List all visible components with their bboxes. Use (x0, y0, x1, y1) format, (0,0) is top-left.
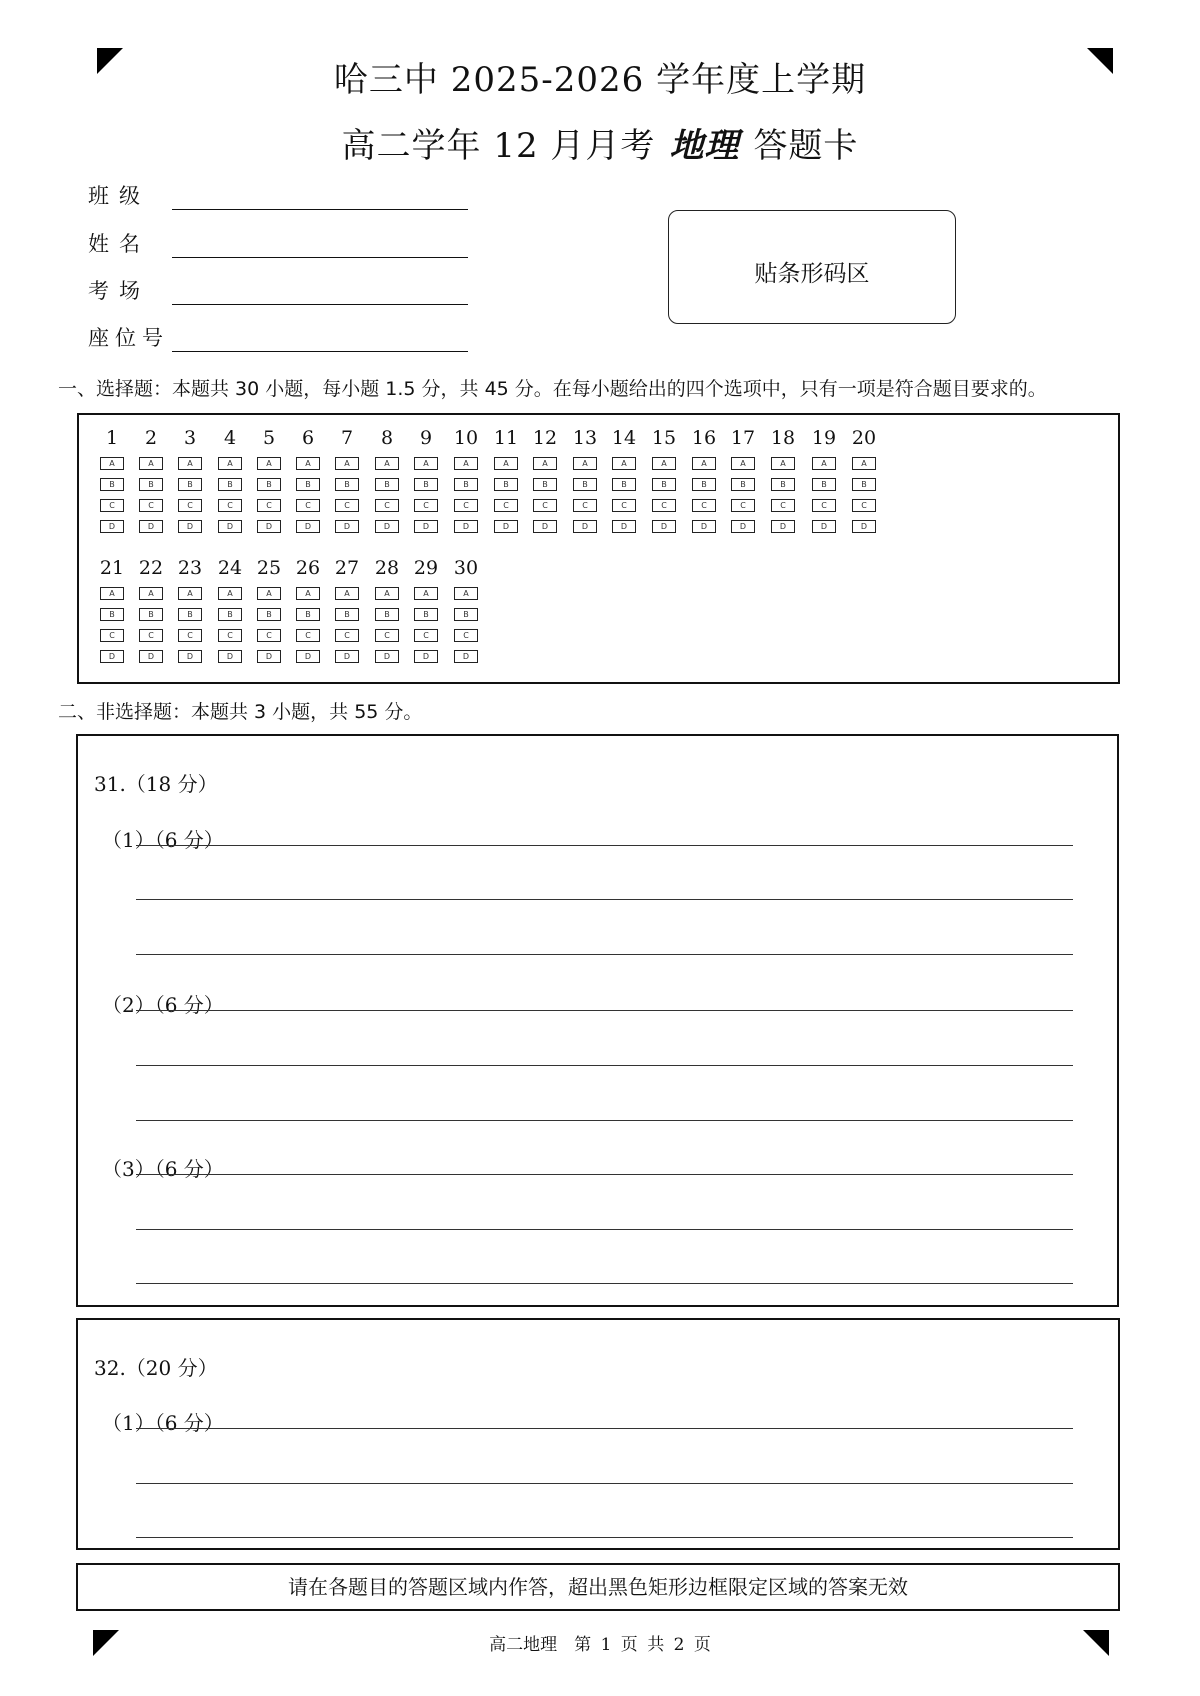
question-10-column (452, 427, 480, 533)
question-12-column (531, 427, 559, 533)
question-number: 29 (413, 557, 439, 579)
option-bubble-d[interactable]: D (178, 520, 202, 533)
question-number: 30 (453, 557, 479, 579)
option-bubble-a[interactable]: A (100, 587, 124, 600)
option-bubble-b[interactable]: B (335, 478, 359, 491)
option-bubble-c[interactable]: C (296, 629, 320, 642)
answer-line[interactable] (136, 1174, 1073, 1175)
option-bubble-a[interactable]: A (731, 457, 755, 470)
option-bubble-d[interactable]: D (731, 520, 755, 533)
option-bubble-a[interactable]: A (296, 587, 320, 600)
name-field[interactable] (172, 233, 468, 258)
option-bubble-a[interactable]: A (100, 457, 124, 470)
option-bubble-a[interactable]: A (257, 457, 281, 470)
option-bubble-c[interactable]: C (139, 629, 163, 642)
question-28-column (373, 557, 401, 663)
option-bubble-d[interactable]: D (812, 520, 836, 533)
option-bubble-a[interactable]: A (812, 457, 836, 470)
option-bubble-a[interactable]: A (454, 587, 478, 600)
option-bubble-a[interactable]: A (771, 457, 795, 470)
question-14-column (610, 427, 638, 533)
info-row-name (88, 228, 468, 258)
option-bubble-a[interactable]: A (257, 587, 281, 600)
option-bubble-c[interactable]: C (100, 629, 124, 642)
option-bubble-d[interactable]: D (692, 520, 716, 533)
answer-line[interactable] (136, 1120, 1073, 1121)
answer-line[interactable] (136, 954, 1073, 955)
question-number: 26 (295, 557, 321, 579)
class-field[interactable] (172, 185, 468, 210)
question-number: 1 (105, 427, 119, 449)
option-bubble-d[interactable]: D (100, 650, 124, 663)
option-bubble-a[interactable]: A (178, 457, 202, 470)
answer-line[interactable] (136, 899, 1073, 900)
option-bubble-b[interactable]: B (139, 478, 163, 491)
option-bubble-a[interactable]: A (652, 457, 676, 470)
question-25-column (255, 557, 283, 663)
info-row-exam-room (88, 275, 468, 305)
answer-line[interactable] (136, 1483, 1073, 1484)
question-number: 13 (572, 427, 598, 449)
option-bubble-a[interactable]: A (218, 587, 242, 600)
option-bubble-d[interactable]: D (257, 650, 281, 663)
option-bubble-b[interactable]: B (533, 478, 557, 491)
page-title-line-1: 哈三中 2025-2026 学年度上学期 (333, 60, 867, 100)
option-bubble-d[interactable]: D (652, 520, 676, 533)
option-bubble-a[interactable]: A (852, 457, 876, 470)
option-bubble-a[interactable]: A (414, 587, 438, 600)
option-bubble-d[interactable]: D (375, 520, 399, 533)
question-3-column (176, 427, 204, 533)
option-bubble-b[interactable]: B (218, 608, 242, 621)
question-number: 25 (256, 557, 282, 579)
info-label-class: 班级 (88, 184, 150, 208)
answer-line[interactable] (136, 1229, 1073, 1230)
option-bubble-c[interactable]: C (652, 499, 676, 512)
question-24-column (216, 557, 244, 663)
option-bubble-a[interactable]: A (218, 457, 242, 470)
q31-part-2-label: （2）（6 分） (102, 993, 224, 1017)
question-31-title: 31.（18 分） (94, 772, 218, 796)
question-number: 27 (334, 557, 360, 579)
option-bubble-c[interactable]: C (454, 499, 478, 512)
question-4-column (216, 427, 244, 533)
q31-part-1-label: （1）（6 分） (102, 828, 224, 852)
option-bubble-b[interactable]: B (335, 608, 359, 621)
page-title-line-2 (0, 118, 1200, 167)
option-bubble-b[interactable]: B (852, 478, 876, 491)
option-bubble-c[interactable]: C (375, 499, 399, 512)
info-row-class (88, 180, 468, 210)
option-bubble-b[interactable]: B (812, 478, 836, 491)
barcode-area (668, 210, 956, 324)
option-bubble-d[interactable]: D (414, 520, 438, 533)
option-bubble-a[interactable]: A (335, 587, 359, 600)
question-number: 14 (611, 427, 637, 449)
option-bubble-c[interactable]: C (573, 499, 597, 512)
question-17-column (729, 427, 757, 533)
option-bubble-d[interactable]: D (494, 520, 518, 533)
info-label-name: 姓名 (88, 232, 150, 256)
question-31-box (76, 734, 1119, 1307)
option-bubble-b[interactable]: B (296, 478, 320, 491)
question-8-column (373, 427, 401, 533)
question-number: 23 (177, 557, 203, 579)
answer-line[interactable] (136, 1283, 1073, 1284)
option-bubble-c[interactable]: C (454, 629, 478, 642)
option-bubble-c[interactable]: C (494, 499, 518, 512)
option-bubble-b[interactable]: B (100, 608, 124, 621)
option-bubble-c[interactable]: C (692, 499, 716, 512)
option-bubble-c[interactable]: C (218, 629, 242, 642)
question-16-column (690, 427, 718, 533)
option-bubble-d[interactable]: D (375, 650, 399, 663)
question-6-column (294, 427, 322, 533)
option-bubble-c[interactable]: C (257, 499, 281, 512)
answer-line[interactable] (136, 845, 1073, 846)
section-2-heading: 二、非选择题：本题共 3 小题，共 55 分。 (58, 701, 423, 723)
answer-line[interactable] (136, 1537, 1073, 1538)
question-number: 15 (651, 427, 677, 449)
answer-line[interactable] (136, 1010, 1073, 1011)
question-1-column (98, 427, 126, 533)
info-label-seat: 座位号 (88, 326, 169, 350)
info-label-exam-room: 考场 (88, 279, 150, 303)
option-bubble-b[interactable]: B (573, 478, 597, 491)
option-bubble-d[interactable]: D (218, 650, 242, 663)
option-bubble-c[interactable]: C (414, 629, 438, 642)
option-bubble-a[interactable]: A (139, 587, 163, 600)
title-suffix: 答题卡 (753, 126, 859, 166)
option-bubble-d[interactable]: D (771, 520, 795, 533)
option-bubble-a[interactable]: A (296, 457, 320, 470)
option-bubble-a[interactable]: A (375, 457, 399, 470)
option-bubble-c[interactable]: C (257, 629, 281, 642)
option-bubble-b[interactable]: B (652, 478, 676, 491)
option-bubble-c[interactable]: C (296, 499, 320, 512)
question-number: 8 (380, 427, 394, 449)
title-prefix: 高二学年 12 月月考 (341, 126, 656, 166)
option-bubble-a[interactable]: A (573, 457, 597, 470)
question-19-column (810, 427, 838, 533)
question-9-column (412, 427, 440, 533)
title-subject: 地理 (669, 126, 740, 166)
question-32-box (76, 1318, 1120, 1550)
option-bubble-b[interactable]: B (257, 478, 281, 491)
option-bubble-d[interactable]: D (335, 650, 359, 663)
question-29-column (412, 557, 440, 663)
option-bubble-c[interactable]: C (100, 499, 124, 512)
option-bubble-c[interactable]: C (335, 499, 359, 512)
question-2-column (137, 427, 165, 533)
option-bubble-c[interactable]: C (414, 499, 438, 512)
option-bubble-a[interactable]: A (414, 457, 438, 470)
option-bubble-a[interactable]: A (139, 457, 163, 470)
question-15-column (650, 427, 678, 533)
question-number: 18 (770, 427, 796, 449)
answer-area-notice: 请在各题目的答题区域内作答，超出黑色矩形边框限定区域的答案无效 (76, 1563, 1120, 1611)
question-32-title: 32.（20 分） (94, 1356, 218, 1380)
question-number: 7 (340, 427, 354, 449)
option-bubble-b[interactable]: B (612, 478, 636, 491)
option-bubble-d[interactable]: D (139, 520, 163, 533)
option-bubble-d[interactable]: D (533, 520, 557, 533)
question-number: 9 (419, 427, 433, 449)
info-row-seat (88, 322, 468, 352)
option-bubble-b[interactable]: B (218, 478, 242, 491)
question-number: 5 (262, 427, 276, 449)
exam-room-field[interactable] (172, 280, 468, 305)
question-26-column (294, 557, 322, 663)
question-7-column (333, 427, 361, 533)
option-bubble-d[interactable]: D (296, 520, 320, 533)
question-number: 22 (138, 557, 164, 579)
option-bubble-b[interactable]: B (375, 478, 399, 491)
question-number: 11 (493, 427, 519, 449)
option-bubble-b[interactable]: B (494, 478, 518, 491)
option-bubble-b[interactable]: B (771, 478, 795, 491)
option-bubble-d[interactable]: D (218, 520, 242, 533)
option-bubble-a[interactable]: A (533, 457, 557, 470)
question-number: 19 (811, 427, 837, 449)
option-bubble-b[interactable]: B (296, 608, 320, 621)
option-bubble-b[interactable]: B (454, 478, 478, 491)
question-number: 3 (183, 427, 197, 449)
question-number: 20 (851, 427, 877, 449)
option-bubble-c[interactable]: C (612, 499, 636, 512)
option-bubble-b[interactable]: B (100, 478, 124, 491)
question-30-column (452, 557, 480, 663)
question-number: 6 (301, 427, 315, 449)
option-bubble-a[interactable]: A (335, 457, 359, 470)
section-1-heading: 一、选择题：本题共 30 小题，每小题 1.5 分，共 45 分。在每小题给出的四个选项中，只有一项是符合题目要求的。 (58, 378, 1047, 400)
question-number: 12 (532, 427, 558, 449)
option-bubble-b[interactable]: B (731, 478, 755, 491)
option-bubble-d[interactable]: D (100, 520, 124, 533)
question-number: 2 (144, 427, 158, 449)
question-number: 10 (453, 427, 479, 449)
option-bubble-d[interactable]: D (454, 650, 478, 663)
option-bubble-c[interactable]: C (218, 499, 242, 512)
option-bubble-b[interactable]: B (257, 608, 281, 621)
option-bubble-a[interactable]: A (692, 457, 716, 470)
question-18-column (769, 427, 797, 533)
option-bubble-d[interactable]: D (178, 650, 202, 663)
question-number: 28 (374, 557, 400, 579)
option-bubble-b[interactable]: B (139, 608, 163, 621)
option-bubble-d[interactable]: D (139, 650, 163, 663)
option-bubble-b[interactable]: B (414, 608, 438, 621)
option-bubble-c[interactable]: C (335, 629, 359, 642)
option-bubble-d[interactable]: D (612, 520, 636, 533)
option-bubble-d[interactable]: D (573, 520, 597, 533)
seat-number-field[interactable] (172, 327, 468, 352)
option-bubble-b[interactable]: B (375, 608, 399, 621)
option-bubble-d[interactable]: D (414, 650, 438, 663)
option-bubble-d[interactable]: D (335, 520, 359, 533)
question-11-column (492, 427, 520, 533)
option-bubble-d[interactable]: D (257, 520, 281, 533)
option-bubble-d[interactable]: D (296, 650, 320, 663)
q31-part-3-label: （3）（6 分） (102, 1157, 224, 1181)
question-number: 21 (99, 557, 125, 579)
option-bubble-a[interactable]: A (375, 587, 399, 600)
question-number: 24 (217, 557, 243, 579)
option-bubble-b[interactable]: B (178, 608, 202, 621)
question-13-column (571, 427, 599, 533)
option-bubble-c[interactable]: C (178, 629, 202, 642)
option-bubble-c[interactable]: C (771, 499, 795, 512)
barcode-area-label: 贴条形码区 (754, 261, 870, 287)
option-bubble-b[interactable]: B (178, 478, 202, 491)
option-bubble-b[interactable]: B (414, 478, 438, 491)
question-23-column (176, 557, 204, 663)
option-bubble-a[interactable]: A (454, 457, 478, 470)
option-bubble-a[interactable]: A (178, 587, 202, 600)
page-footer: 高二地理 第 1 页 共 2 页 (489, 1635, 711, 1655)
question-22-column (137, 557, 165, 663)
option-bubble-a[interactable]: A (494, 457, 518, 470)
question-number: 16 (691, 427, 717, 449)
question-5-column (255, 427, 283, 533)
answer-line[interactable] (136, 1428, 1073, 1429)
option-bubble-c[interactable]: C (731, 499, 755, 512)
option-bubble-d[interactable]: D (454, 520, 478, 533)
question-20-column (850, 427, 878, 533)
question-21-column (98, 557, 126, 663)
option-bubble-c[interactable]: C (178, 499, 202, 512)
option-bubble-c[interactable]: C (852, 499, 876, 512)
option-bubble-c[interactable]: C (533, 499, 557, 512)
answer-line[interactable] (136, 1065, 1073, 1066)
option-bubble-d[interactable]: D (852, 520, 876, 533)
option-bubble-b[interactable]: B (692, 478, 716, 491)
option-bubble-b[interactable]: B (454, 608, 478, 621)
q32-part-1-label: （1）（6 分） (102, 1411, 224, 1435)
option-bubble-c[interactable]: C (375, 629, 399, 642)
option-bubble-c[interactable]: C (812, 499, 836, 512)
question-number: 17 (730, 427, 756, 449)
question-number: 4 (223, 427, 237, 449)
question-27-column (333, 557, 361, 663)
option-bubble-a[interactable]: A (612, 457, 636, 470)
multiple-choice-grid (77, 413, 1120, 684)
option-bubble-c[interactable]: C (139, 499, 163, 512)
